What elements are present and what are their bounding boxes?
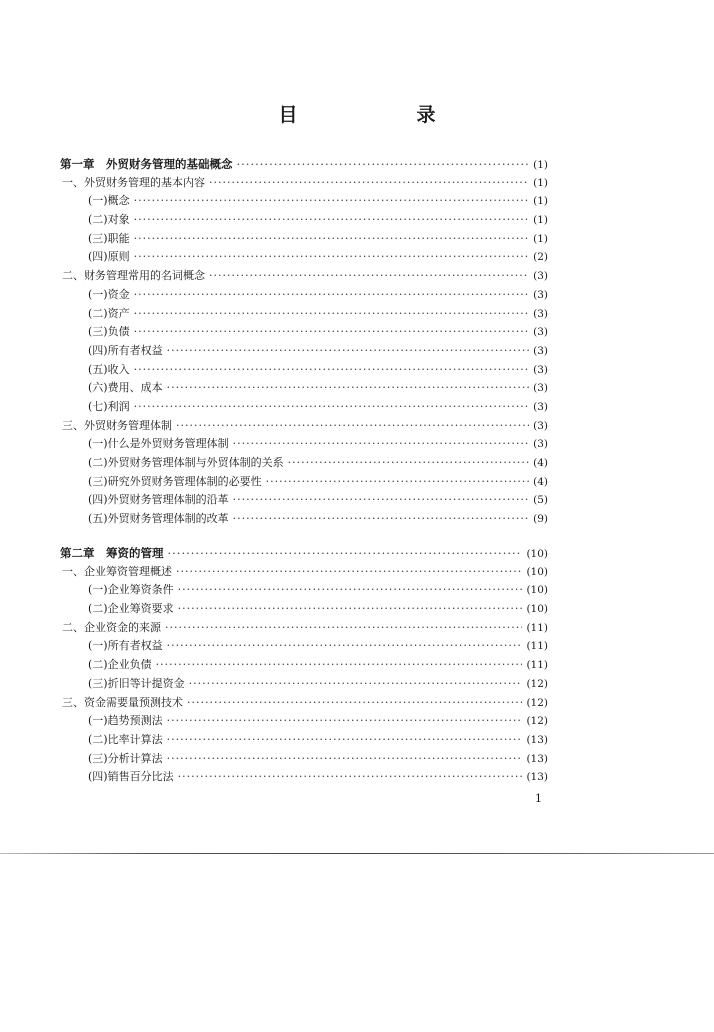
toc-entry: [60, 342, 548, 361]
toc-leader-dots: [134, 305, 530, 324]
toc-entry-label: (四)原则: [88, 250, 130, 264]
toc-entry-page: (1): [533, 195, 548, 208]
toc-entry-page: (11): [526, 640, 548, 653]
toc-entry-page: (3): [533, 363, 548, 376]
toc-entry-label: (三)研究外贸财务管理体制的必要性: [88, 474, 262, 488]
toc-entry-label: 一、企业筹资管理概述: [62, 564, 172, 578]
toc-entry: [60, 675, 548, 694]
toc-entry-label: (二)资产: [88, 306, 130, 320]
toc-leader-dots: [134, 323, 530, 342]
toc-entry-label: (二)对象: [88, 213, 130, 227]
toc-entry-label: (一)资金: [88, 287, 130, 301]
toc-leader-dots: [168, 544, 523, 563]
toc-leader-dots: [187, 694, 522, 713]
toc-entry-label: (一)所有者权益: [88, 639, 163, 653]
toc-entry: [60, 637, 548, 656]
toc-entry-page: (12): [526, 677, 548, 690]
toc-entry-page: (1): [533, 214, 548, 227]
toc-entry: [60, 600, 548, 619]
toc-entry-page: (10): [526, 584, 548, 597]
toc-chapter-2: [60, 544, 548, 787]
toc-entry: [60, 731, 548, 750]
toc-entry: [60, 248, 548, 267]
scan-edge-rule: [0, 853, 714, 854]
toc-entry-page: (9): [533, 513, 548, 526]
toc-entry-label: 三、资金需要量预测技术: [62, 695, 183, 709]
toc-entry-page: (1): [533, 176, 548, 189]
toc-entry-page: (1): [533, 159, 548, 171]
toc-leader-dots: [156, 656, 523, 675]
toc-entry: [60, 192, 548, 211]
toc-entry-page: (5): [533, 494, 548, 507]
toc-entry-page: (13): [526, 733, 548, 746]
toc-leader-dots: [167, 731, 523, 750]
toc-leader-dots: [233, 510, 530, 529]
toc-entry-label: (二)企业负债: [88, 658, 152, 672]
toc-entry: [60, 750, 548, 769]
toc-leader-dots: [178, 768, 523, 787]
toc-entry-page: (4): [533, 457, 548, 469]
toc-leader-dots: [167, 379, 530, 398]
toc-entry-page: (3): [533, 344, 548, 357]
toc-entry-label: 一、外贸财务管理的基本内容: [62, 175, 205, 189]
toc-entry: [60, 267, 548, 286]
toc-leader-dots: [209, 267, 529, 286]
toc-entry-page: (3): [533, 307, 548, 320]
toc-entry: [60, 768, 548, 787]
toc-entry-page: (2): [533, 251, 548, 264]
toc-entry: [60, 656, 548, 675]
toc-entry-page: (11): [526, 659, 548, 672]
toc-entry: [60, 473, 548, 492]
toc-leader-dots: [134, 398, 530, 417]
toc-entry-page: (10): [526, 565, 548, 578]
toc-entry: [60, 398, 548, 417]
toc-chapter-1: [60, 155, 548, 529]
toc-entry-label: (三)职能: [88, 231, 130, 245]
toc-entry: [60, 454, 548, 473]
toc-entry-page: (10): [526, 548, 548, 560]
toc-entry: [60, 563, 548, 582]
toc-entry: [60, 417, 548, 436]
toc-entry-page: (3): [533, 326, 548, 339]
toc-entry: [60, 619, 548, 638]
toc-leader-dots: [233, 435, 530, 454]
toc-entry-page: (3): [533, 288, 548, 301]
toc-leader-dots: [237, 155, 530, 174]
toc-entry-label: (六)费用、成本: [88, 381, 163, 395]
toc-leader-dots: [167, 342, 530, 361]
toc-entry-page: (3): [533, 438, 548, 451]
toc-leader-dots: [134, 211, 530, 230]
toc-entry-label: 三、外贸财务管理体制: [62, 418, 172, 432]
toc-entry: [60, 174, 548, 193]
toc-entry: [60, 510, 548, 529]
toc-leader-dots: [134, 230, 530, 249]
toc-entry-page: (3): [533, 419, 548, 432]
page-title: 目 录: [278, 104, 486, 126]
toc-entry: [60, 323, 548, 342]
toc-entry-label: 第一章 外贸财务管理的基础概念: [60, 157, 233, 171]
toc-entry-label: (一)什么是外贸财务管理体制: [88, 437, 229, 451]
toc-entry: [60, 361, 548, 380]
toc-entry-page: (12): [526, 696, 548, 709]
toc-leader-dots: [288, 454, 530, 473]
toc-entry-label: 第二章 筹资的管理: [60, 546, 164, 560]
toc-entry-label: (一)趋势预测法: [88, 714, 163, 728]
toc-leader-dots: [176, 417, 529, 436]
toc-entry-label: (一)企业筹资条件: [88, 583, 174, 597]
toc-leader-dots: [167, 637, 523, 656]
toc-entry-page: (12): [526, 715, 548, 728]
toc-entry-label: (三)负债: [88, 325, 130, 339]
toc-entry: [60, 305, 548, 324]
toc-entry-label: 二、财务管理常用的名词概念: [62, 269, 205, 283]
toc-entry-page: (1): [533, 232, 548, 245]
toc-entry: [60, 211, 548, 230]
toc-leader-dots: [176, 563, 522, 582]
toc-entry-label: (四)销售百分比法: [88, 770, 174, 784]
toc-entry-label: 二、企业资金的来源: [62, 620, 161, 634]
toc-entry-page: (10): [526, 603, 548, 616]
toc-leader-dots: [134, 192, 530, 211]
toc-entry-label: (四)所有者权益: [88, 343, 163, 357]
toc-entry: [60, 712, 548, 731]
toc-entry-page: (11): [526, 621, 548, 634]
toc-entry-page: (13): [526, 771, 548, 784]
toc-entry: [60, 379, 548, 398]
toc-leader-dots: [167, 712, 523, 731]
toc-entry-label: (三)分析计算法: [88, 751, 163, 765]
toc-leader-dots: [165, 619, 522, 638]
toc-leader-dots: [167, 750, 523, 769]
toc-entry: [60, 286, 548, 305]
toc-leader-dots: [178, 600, 523, 619]
toc-leader-dots: [134, 248, 530, 267]
toc-entry-label: (七)利润: [88, 399, 130, 413]
toc-entry-label: (三)折旧等计提资金: [88, 676, 185, 690]
toc-chapter-heading: [60, 155, 548, 174]
toc-chapter-heading: [60, 544, 548, 563]
toc-leader-dots: [134, 361, 530, 380]
toc-entry-page: (3): [533, 400, 548, 413]
toc-entry-label: (一)概念: [88, 194, 130, 208]
toc-leader-dots: [189, 675, 523, 694]
toc-entry-label: (二)外贸财务管理体制与外贸体制的关系: [88, 456, 284, 469]
toc-entry-page: (4): [533, 475, 548, 488]
page-number: 1: [535, 792, 542, 805]
toc-leader-dots: [209, 174, 529, 193]
toc-entry: [60, 230, 548, 249]
toc-entry: [60, 435, 548, 454]
toc-leader-dots: [134, 286, 530, 305]
toc-entry-page: (13): [526, 752, 548, 765]
toc-entry-label: (五)收入: [88, 362, 130, 376]
toc-entry-label: (四)外贸财务管理体制的沿革: [88, 493, 229, 507]
toc-leader-dots: [266, 473, 530, 492]
toc-entry: [60, 491, 548, 510]
toc-entry-label: (二)比率计算法: [88, 732, 163, 746]
toc-entry-page: (3): [533, 270, 548, 283]
toc-entry: [60, 694, 548, 713]
toc-entry: [60, 581, 548, 600]
toc-entry-label: (五)外贸财务管理体制的改革: [88, 512, 229, 526]
toc-leader-dots: [233, 491, 530, 510]
toc-leader-dots: [178, 581, 523, 600]
toc-entry-page: (3): [533, 382, 548, 395]
toc-entry-label: (二)企业筹资要求: [88, 602, 174, 616]
